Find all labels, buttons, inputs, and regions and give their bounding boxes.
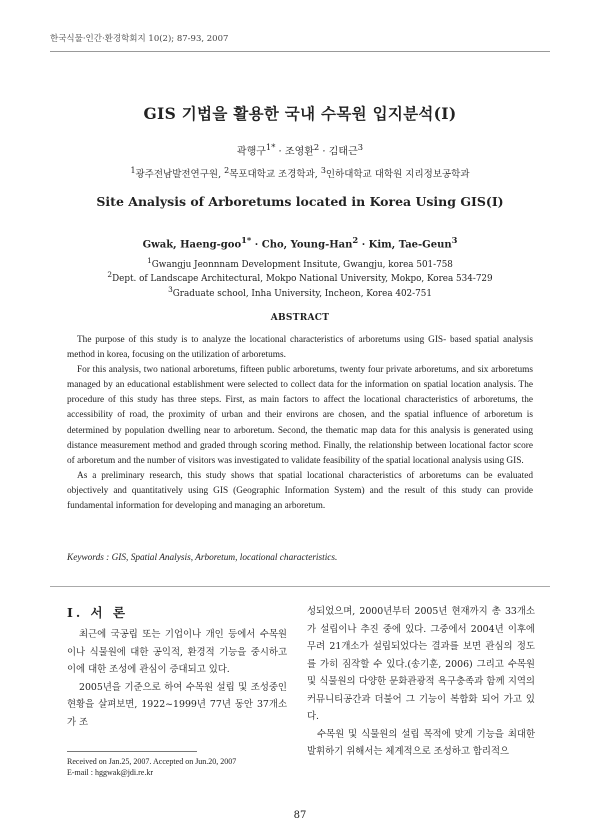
authors-korean [0, 142, 600, 157]
author-1-sup: 1* [265, 142, 276, 152]
author-3-en: Kim, Tae-Geun [368, 239, 452, 251]
author-1: 곽행구 [236, 146, 266, 158]
affil-en-sup: 3 [168, 284, 173, 294]
author-sep: · [251, 239, 262, 251]
footnote-email: E-mail : hggwak@jdi.re.kr [67, 768, 154, 777]
right-column [307, 603, 535, 761]
abstract-paragraph: For this analysis, two national arboretums, fifteen public arboretums, twenty four private arboretums, and six arboretums managed by an educational establishment were selected to collect data for the information on spatial location analysis. The procedure of this study has three steps. First, as main factors to affect the locational characteristics of arboretums, the accessibility of road, the proximity of urban and their environs are chosen, and the spatial influence of arboretum is determined by population dwelling near to arboretum. Second, the thematic map data for this analysis is generated using distance measurement method and graded through scoring method. Finally, the relationship between locational factor score of arboretum and the number of visitors was investigated to validate feasibility of the spatial locational analysis using GIS. [67, 365, 533, 466]
author-1-en: Gwak, Haeng-goo [142, 239, 242, 251]
author-3-sup: 3 [357, 142, 364, 152]
affiliations-korean [0, 166, 600, 180]
affil-text: 인하대학교 대학원 지리정보공학과 [325, 169, 470, 181]
abstract-paragraph: The purpose of this study is to analyze the locational characteristics of arboretums using GIS- based spatial analysis method in korea, focusing on the utilization of arboretums. [67, 335, 533, 361]
header-rule [50, 51, 550, 52]
author-2-sup: 2 [313, 142, 320, 152]
author-2: 조영환 [284, 146, 314, 158]
abstract-body [67, 333, 533, 514]
author-3: 김태근 [328, 146, 358, 158]
affil-en-line-3 [0, 285, 600, 299]
author-2-en: Cho, Young-Han [261, 239, 353, 251]
author-2-en-sup: 2 [352, 235, 359, 245]
footnote-received: Received on Jan.25, 2007. Accepted on Jun.20, 2007 [67, 757, 237, 766]
affil-en-line-2 [0, 270, 600, 284]
affil-en-text: Graduate school, Inha University, Incheon, Korea 402-751 [172, 288, 432, 299]
title-english: Site Analysis of Arboretums located in Korea Using GIS(Ⅰ) [96, 194, 504, 209]
author-1-en-sup: 1* [241, 235, 252, 245]
left-column [67, 626, 287, 731]
affil-en-sup: 2 [107, 270, 113, 280]
author-sep: · [358, 239, 369, 251]
abstract-paragraph: As a preliminary research, this study shows that spatial locational characteristics of arboretums can be evaluated objectively and quantitatively using GIS (Geographic Information System) and the result of this study can provide fundamental information for developing and managing an arboretum. [67, 470, 533, 512]
section-heading-introduction: Ⅰ. 서 론 [67, 605, 129, 620]
affil-en-text: Dept. of Landscape Architectural, Mokpo National University, Mokpo, Korea 534-729 [112, 274, 493, 285]
abstract-heading: ABSTRACT [270, 313, 330, 323]
affil-sup: 3 [320, 166, 326, 175]
affil-sup: 1 [130, 166, 136, 175]
affil-text: 목포대학교 조경학과, [229, 169, 321, 181]
body-paragraph: 2005년을 기준으로 하여 수목원 설립 및 조성중인 현황을 살펴보면, 1922~1999년 77년 동안 37개소가 조 [67, 681, 287, 728]
title-korean: GIS 기법을 활용한 국내 수목원 입지분석(Ⅰ) [143, 104, 457, 123]
body-paragraph: 수목원 및 식물원의 설립 목적에 맞게 기능을 최대한 발휘하기 위해서는 체계적으로 조성하고 합리적으 [307, 728, 535, 757]
affil-en-text: Gwangju Jeonnnam Development Insitute, Gwangju, korea 501-758 [151, 259, 453, 270]
body-paragraph: 최근에 국공립 또는 기업이나 개인 등에서 수목원이나 식물원에 대한 공익적, 환경적 기능을 중시하고 이에 대한 조성에 관심이 증대되고 있다. [67, 629, 287, 675]
section-divider [50, 586, 550, 587]
journal-header: 한국식물·인간·환경학회지 10(2); 87-93, 2007 [50, 34, 229, 44]
page-number: 87 [293, 810, 307, 821]
author-sep: · [319, 146, 329, 158]
body-paragraph: 성되었으며, 2000년부터 2005년 현재까지 총 33개소가 설립이나 추진 중에 있다. 그중에서 2004년 이후에 무려 21개소가 설립되었다는 결과를 보면 관심의 정도를 가히 짐작할 수 있다.(송기훈, 2006) 그리고 수목원 및 식물원의 다양한 문화관광적 욕구충족과 함께 지역의 커뮤니티공간과 더불어 그 기능이 복합화 되어 가고 있다. [307, 606, 535, 722]
author-3-en-sup: 3 [451, 235, 458, 245]
keywords: Keywords : GIS, Spatial Analysis, Arboretum, locational characteristics. [67, 553, 338, 563]
author-sep: · [275, 146, 285, 158]
authors-english [0, 235, 600, 250]
affil-text: 광주전남발전연구원, [135, 169, 225, 181]
footnote [67, 756, 236, 778]
affil-sup: 2 [224, 166, 230, 175]
affil-en-sup: 1 [147, 256, 152, 265]
affiliations-english [0, 256, 600, 299]
affil-en-line-1 [0, 256, 600, 270]
footnote-rule [67, 751, 197, 752]
